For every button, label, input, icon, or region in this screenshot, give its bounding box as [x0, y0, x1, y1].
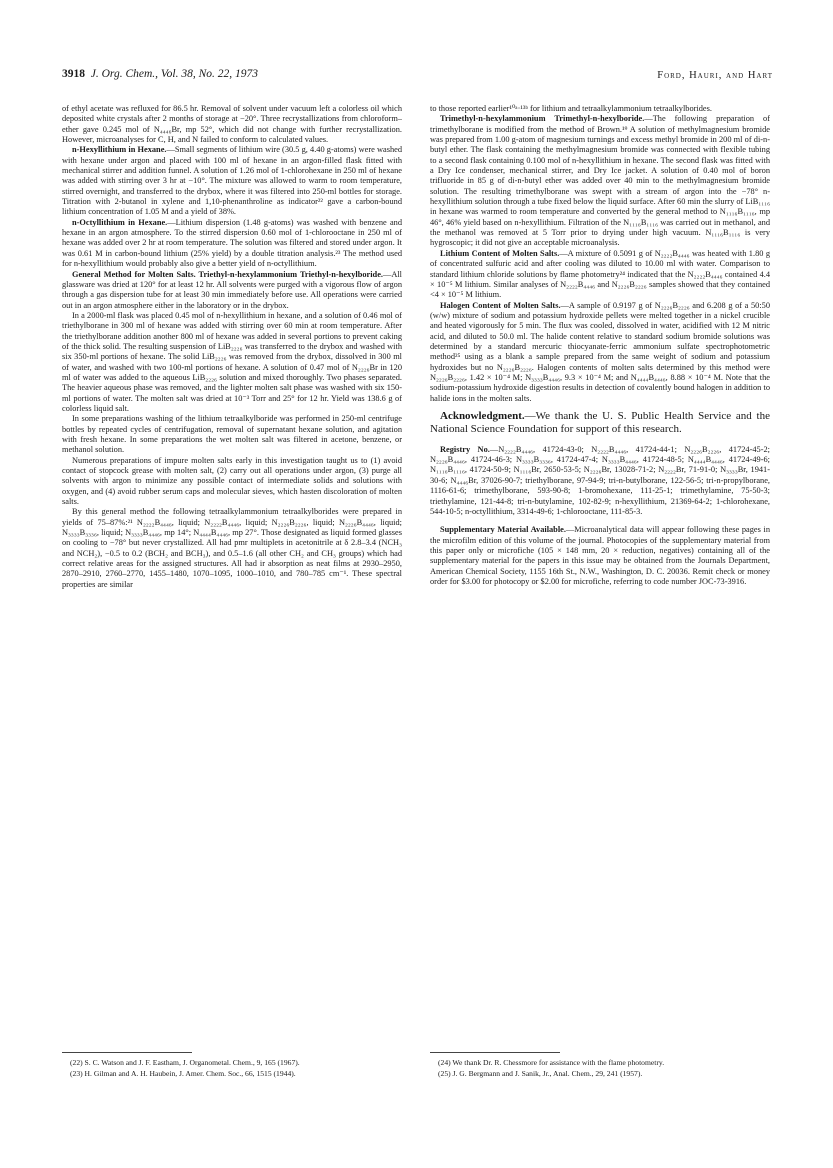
running-head-authors: Ford, Hauri, and Hart — [657, 70, 773, 81]
page-header — [62, 68, 773, 88]
right-column-paragraph — [430, 525, 770, 587]
section-heading: General Method for Molten Salts. Triethyl-n-hexylammonium Triethyl-n-hexylboride. — [72, 269, 383, 279]
footnote: (25) J. G. Bergmann and J. Sanik, Jr., Anal. Chem., 29, 241 (1957). — [438, 1069, 643, 1079]
section-heading: Acknowledgment. — [440, 409, 525, 422]
left-column-paragraph — [62, 145, 402, 217]
paragraph-text: —Small segments of lithium wire (30.5 g, 4.40 g-atoms) were washed with hexane under argon and placed with 100 ml of hexane in an argon-filled flask fitted with mechanical stirrer and addition funnel. A solution of 1.26 mol of 1-chlorohexane in 250 ml of hexane was added with stirring over 3 hr at −10°. The mixture was allowed to warm to room temperature, stirred overnight, and transferred to the drybox, where it was filtered into 250-ml bottles for storage. Titration with 2-butanol in xylene and 1,10-phenanthroline as indicator²² gave a carbon-bound lithium concentration of 1.05 M and a yield of 38%. — [62, 145, 402, 217]
paragraph-text: —All glassware was dried at 120° for at least 12 hr. All solvents were purged with a vigorous flow of argon through a gas dispersion tube for at least 30 min immediately before use. All operations were carried out in an argon atmosphere either in the laboratory or in the drybox. — [62, 269, 402, 310]
right-column-paragraph — [430, 410, 770, 437]
paragraph-text: —The following preparation of trimethylborane is modified from the method of Brown.¹⁹ A solution of methylmagnesium bromide was prepared from 1.00 g-atom of magnesium turnings and excess methyl bromide in 200 ml of di-n-butyl ether. The flask containing the methylmagnesium bromide was connected with flexible tubing to a second flask containing 0.100 mol of n-hexyllithium in hexane. The second flask was fitted with a Dry Ice condenser, mechanical stirrer, and Dry Ice jacket. A solution of 0.40 mol of boron trifluoride in 85 g of di-n-butyl ether was added over 40 min to the methylmagnesium bromide solution. The resulting trimethylborane was swept with a stream of argon into the −78° n-hexyllithium solution through a tube fixed below the liquid surface. After 60 min the slurry of LiB₁₁₁₆ in hexane was warmed to room temperature and converted by the general method to N₁₁₁₆B₁₁₁₆, mp 46°, 46% yield based on n-hexyllithium. Filtration of the N₁₁₁₆B₁₁₁₆ was carried out in methanol, and the methanol was removed at 5 Torr prior to drying under high vacuum. N₁₁₁₆B₁₁₁₆ is very hygroscopic; it did not give an acceptable microanalysis. — [430, 114, 770, 248]
left-column — [62, 104, 402, 1029]
journal-citation: J. Org. Chem., Vol. 38, No. 22, 1973 — [90, 68, 259, 80]
paragraph-text: In a 2000-ml flask was placed 0.45 mol of n-hexyllithium in hexane, and a solution of 0.46 mol of triethylborane in 300 ml of hexane was added with stirring over 60 min at room temperature. After the triethylborane addition another 800 ml of hexane was added in several portions to prevent caking of the thick solid. The resulting suspension of LiB₂₂₂₆ was transferred to the drybox and washed with six 350-ml portions of hexane. The solid LiB₂₂₂₆ was removed from the drybox, dissolved in 300 ml of water, and washed with two 100-ml portions of hexane. A solution of 0.47 mol of N₂₂₂₆Br in 120 ml of water was added to the aqueous LiB₂₂₂₆ solution and mixed thoroughly. Two phases separated. The heavier aqueous phase was removed, and the lighter molten salt phase was washed with six 150-ml portions of water. The molten salt was dried at 10⁻³ Torr and 25° for 12 hr. Yield was 138.6 g of colorless liquid salt. — [62, 310, 402, 413]
section-heading: Registry No. — [440, 444, 490, 454]
right-column-paragraph — [430, 249, 770, 301]
footnote: (22) S. C. Watson and J. F. Eastham, J. Organometal. Chem., 9, 165 (1967). — [70, 1058, 300, 1067]
left-column-paragraph — [62, 507, 402, 590]
left-column-paragraph — [62, 218, 402, 270]
right-column-paragraph — [430, 445, 770, 517]
paragraph-text: —We thank the U. S. Public Health Service and the National Science Foundation for support of this research. — [430, 409, 770, 436]
paragraph-text: —Microanalytical data will appear following these pages in the microfilm edition of this volume of the journal. Photocopies of the supplementary material from this paper only or microfiche (105 × 148 mm, 20 × reduction, negatives) containing all of the supplementary material for the papers in this issue may be obtained from the Journals Department, American Chemical Society, 1155 16th St., N.W., Washington, D. C. 20036. Remit check or money order for $3.00 for photocopy or $2.00 for microfiche, referring to code number JOC-73-3916. — [430, 525, 770, 586]
left-column-paragraph — [62, 414, 402, 455]
running-head-left — [62, 68, 258, 80]
footnote: (24) We thank Dr. R. Chessmore for assistance with the flame photometry. — [438, 1058, 665, 1067]
page-number: 3918 — [62, 68, 85, 80]
section-heading: Trimethyl-n-hexylammonium Trimethyl-n-hexylboride. — [440, 114, 645, 124]
paragraph-text: —A mixture of 0.5091 g of N₂₂₂₂B₄₄₄₆ was heated with 1.80 g of concentrated sulfuric acid and after cooling was diluted to 10.00 ml with water. Comparison to standard lithium chloride solutions by flame photometry²⁴ indicated that the N₂₂₂₂B₄₄₄₆ contained 4.4 × 10⁻⁵ M lithium. Similar analyses of N₂₂₂₂B₄₄₄₆ and N₂₂₂₆B₂₂₂₆ samples showed that they contained <4 × 10⁻⁵ M lithium. — [430, 248, 770, 300]
paragraph-text: By this general method the following tetraalkylammonium tetraalkylborides were prepared in yields of 75–87%:²¹ N₂₂₂₂B₄₄₄₆, liquid; N₂₂₂₂B₄₄₄₆, liquid; N₂₂₂₆B₂₂₂₆, liquid; N₂₂₂₆B₄₄₄₆, liquid; N₃₃₃₃B₃₃₃₆, liquid; N₃₃₃₃B₄₄₄₆, mp 14°; N₄₄₄₄B₄₄₄₆, mp 27°. Those designated as liquid formed glasses on cooling to −78° but never crystallized. All had pmr multiplets in acetonitrile at δ 2.8–3.4 (NCH₃ and NCH₂), −0.5 to 0.2 (BCH₂ and BCH₃), and 0.5–1.6 (all other CH₂ and CH₃ groups) which had correct relative areas for the assigned structures. All had ir absorption as neat films at 2930–2950, 2870–2910, 2760–2770, 1455–1480, 1070–1095, 1000–1010, and 780–785 cm⁻¹. These spectral properties are similar — [62, 507, 402, 589]
right-column-paragraph — [430, 114, 770, 248]
section-heading: Lithium Content of Molten Salts. — [440, 248, 560, 258]
left-column-paragraph — [62, 311, 402, 414]
paragraph-text: —N₂₂₂₂B₄₄₄₆, 41724-43-0; N₂₂₂₂B₄₄₄₆, 41724-44-1; N₂₂₂₆B₂₂₂₆, 41724-45-2; N₂₂₂₆B₄₄₄₆, 41724-46-3; N₃₃₃₃B₃₃₃₆, 41724-47-4; N₃₃₃₃B₄₄₄₆, 41724-48-5; N₄₄₄₄B₄₄₄₆, 41724-49-6; N₁₁₁₆B₁₁₁₆, 41724-50-9; N₁₁₁₆Br, 2650-53-5; N₂₂₂₆Br, 13028-71-2; N₂₂₂₂Br, 71-91-0; N₃₃₃₃Br, 1941-30-6; N₄₄₄₆Br, 37026-90-7; triethylborane, 97-94-9; tri-n-butylborane, 122-56-5; tri-n-propylborane, 1116-61-6; trimethylborane, 593-90-8; 1-bromohexane, 111-25-1; trimethylamine, 75-50-3; triethylamine, 121-44-8; tri-n-butylamine, 102-82-9; n-hexyllithium, 21369-64-2; 1-chlorohexane, 544-10-5; n-octyllithium, 3314-49-6; 1-chlorooctane, 111-85-3. — [430, 444, 770, 516]
section-heading: n-Octyllithium in Hexane. — [72, 217, 168, 227]
right-column — [430, 104, 770, 1029]
paragraph-text: —A sample of 0.9197 g of N₂₂₂₆B₂₂₂₆ and 6.208 g of a 50:50 (w/w) mixture of sodium and potassium hydroxide pellets were melted together in a nickel crucible and heated vigorously for 5 min. The flux was cooled, dissolved in water, acidified with 12 M nitric acid, and diluted to 50.0 ml. The halide content relative to standard sodium bromide solutions was determined by a standard mercuric thiocyanate-ferric ammonium sulfate spectrophotometric method²⁵ using as a blank a sample prepared from the same weight of sodium and potassium hydroxides but no N₂₂₂₆B₂₂₂₆. Halogen contents of molten salts determined by this method were N₂₂₂₆B₂₂₂₆, 1.42 × 10⁻⁴ M; N₃₃₃₃B₄₄₄₆, 9.3 × 10⁻⁴ M; and N₄₄₄₄B₄₄₄₆, 8.88 × 10⁻⁴ M. Note that the sodium-potassium hydroxide digestion results in detection of covalently bound halogen in addition to halide ions in the molten salts. — [430, 300, 770, 403]
left-column-paragraph — [62, 456, 402, 508]
paragraph-text: —Lithium dispersion (1.48 g-atoms) was washed with benzene and hexane in an argon atmosphere. To the stirred dispersion 0.60 mol of 1-chlorooctane in 250 ml of hexane was added over 2 hr at room temperature. The solution was filtered and stored under argon. It was 0.61 M in carbon-bound lithium (25% yield) by a double titration analysis.²³ The method used for n-hexyllithium would probably also give a better yield of n-octyllithium. — [62, 217, 402, 269]
section-heading: Halogen Content of Molten Salts. — [440, 300, 561, 310]
footnote-rule-right — [430, 1052, 560, 1053]
paragraph-text: Numerous preparations of impure molten salts early in this investigation taught us to (1) avoid contact of stopcock grease with molten salt, (2) carry out all operations under argon, (3) purge all solvents with argon to minimize any possible contact of intermediate solids and solutions with oxygen, and (4) avoid rubber serum caps and molecular sieves, which hasten discoloration of molten salts. — [62, 455, 402, 507]
section-heading: n-Hexyllithium in Hexane. — [72, 145, 167, 155]
left-column-paragraph — [62, 270, 402, 311]
left-column-paragraph — [62, 104, 402, 145]
section-heading: Supplementary Material Available. — [440, 525, 566, 535]
footnote: (23) H. Gilman and A. H. Haubein, J. Amer. Chem. Soc., 66, 1515 (1944). — [70, 1069, 296, 1079]
footnotes-right — [430, 1058, 770, 1081]
right-column-paragraph — [430, 104, 770, 114]
footnote-rule-left — [62, 1052, 192, 1053]
right-column-paragraph — [430, 301, 770, 404]
paragraph-text: to those reported earlier¹⁰ᵃ·¹³ᵇ for lithium and tetraalkylammonium tetraalkylborides. — [430, 104, 712, 113]
paragraph-text: In some preparations washing of the lithium tetraalkylboride was performed in 250-ml centrifuge bottles by repeated cycles of centrifugation, removal of supernatant hexane solution, and agitation with fresh hexane. In some preparations the wet molten salt was filtered in acetone, benzene, or methanol solution. — [62, 414, 402, 455]
footnotes-left — [62, 1058, 402, 1081]
paragraph-text: of ethyl acetate was refluxed for 86.5 hr. Removal of solvent under vacuum left a colorless oil which deposited white crystals after 2 months of storage at −20°. Three recrystallizations from chloroform–ether gave 0.245 mol of N₄₄₄₆Br, mp 52°, which did not change with further recrystallization. However, microanalyses for C, H, and N failed to conform to calculated values. — [62, 104, 402, 145]
